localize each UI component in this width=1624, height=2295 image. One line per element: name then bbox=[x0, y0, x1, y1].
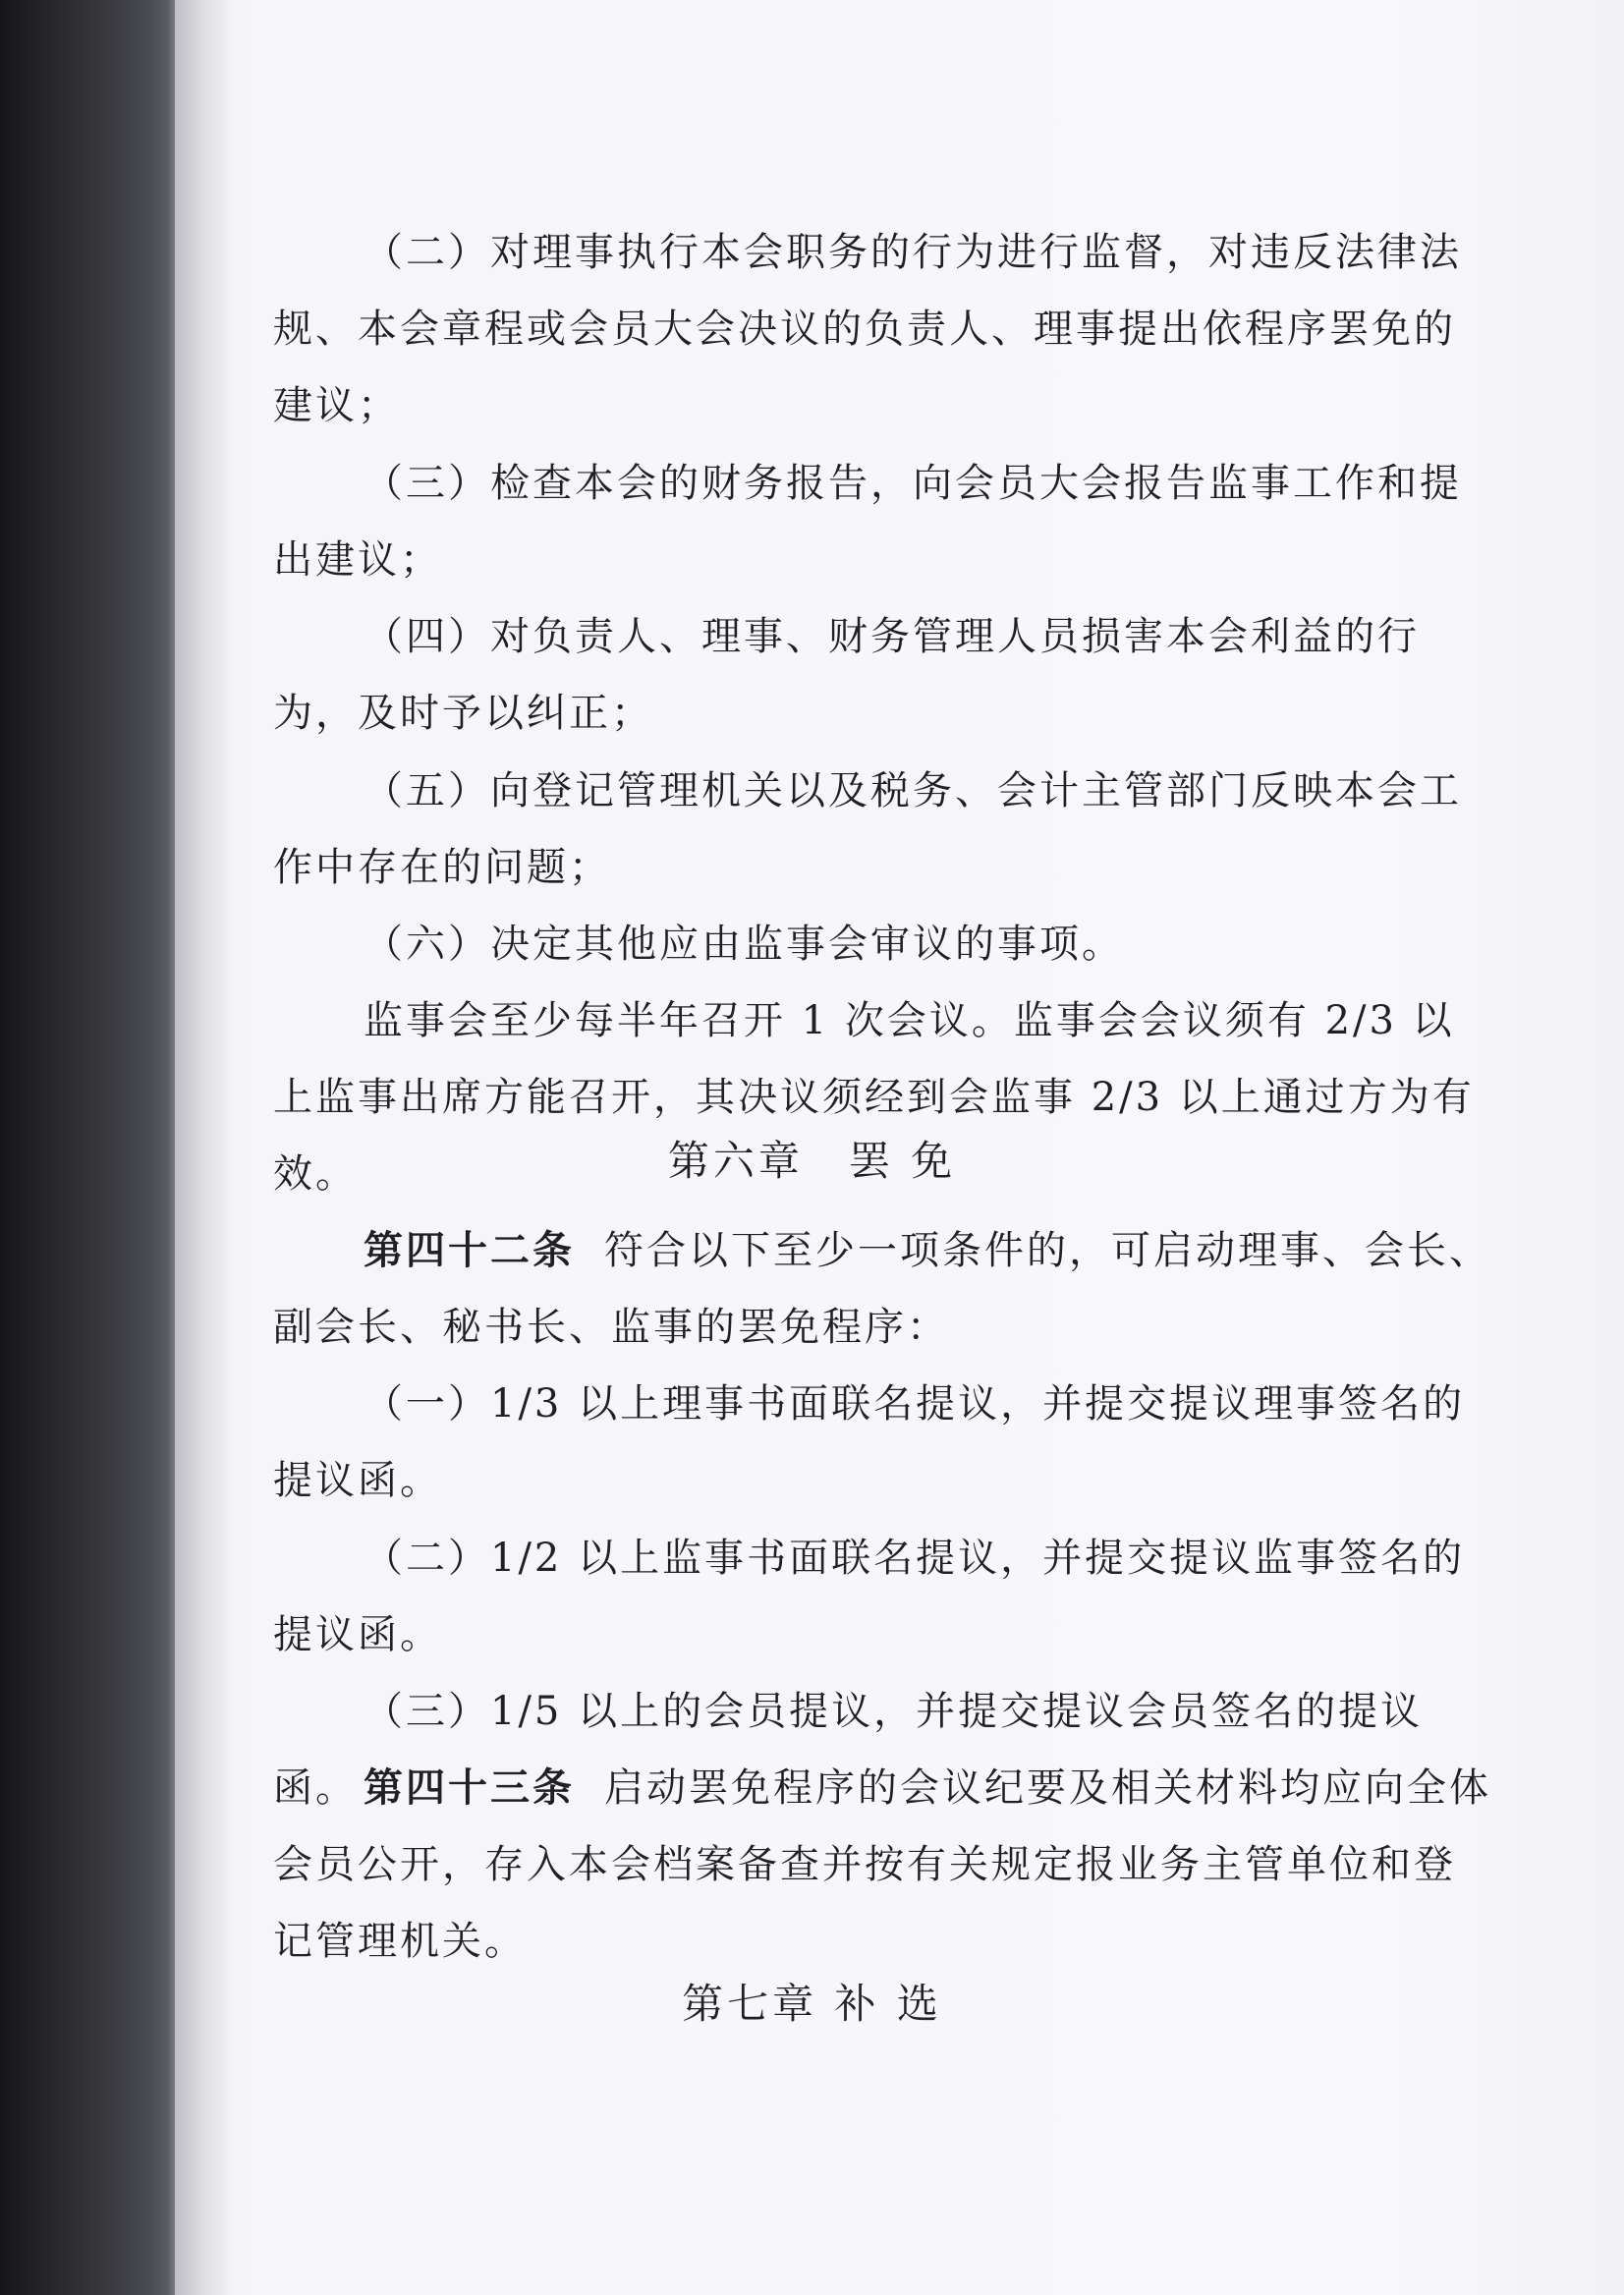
paragraph-item-3: （三）检查本会的财务报告，向会员大会报告监事工作和提出建议； bbox=[273, 461, 1462, 583]
article-42-text: 符合以下至少一项条件的，可启动理事、会长、副会长、秘书长、监事的罢免程序： bbox=[273, 1228, 1491, 1350]
paragraph-item-5: （五）向登记管理机关以及税务、会计主管部门反映本会工作中存在的问题； bbox=[273, 768, 1462, 890]
paragraph-item-6: （六）决定其他应由监事会审议的事项。 bbox=[364, 922, 1124, 967]
article-42-item-2: （二）1/2 以上监事书面联名提议，并提交提议监事签名的提议函。 bbox=[273, 1536, 1466, 1657]
paragraph-item-4: （四）对负责人、理事、财务管理人员损害本会利益的行为，及时予以纠正； bbox=[273, 614, 1420, 736]
article-43-number: 第四十三条 bbox=[364, 1764, 575, 1811]
paragraph-meeting-rules: 监事会至少每半年召开 1 次会议。监事会会议须有 2/3 以上监事出席方能召开，其决议须经到会监事 2/3 以上通过方为有效。 bbox=[273, 998, 1475, 1197]
article-42-number: 第四十二条 bbox=[364, 1227, 575, 1273]
article-42 bbox=[273, 1212, 1491, 1366]
chapter-7-heading: 第七章 补 选 bbox=[682, 1980, 942, 2028]
article-43-text: 启动罢免程序的会议纪要及相关材料均应向全体会员公开，存入本会档案备查并按有关规定报业务主管单位和登记管理机关。 bbox=[273, 1765, 1491, 1964]
paragraph-item-2: （二）对理事执行本会职务的行为进行监督，对违反法律法规、本会章程或会员大会决议的负责人、理事提出依程序罢免的建议； bbox=[273, 230, 1462, 428]
article-43 bbox=[273, 1750, 1491, 1980]
article-42-item-1: （一）1/3 以上理事书面联名提议，并提交提议理事签名的提议函。 bbox=[273, 1381, 1466, 1503]
article-42-item-3: （三）1/5 以上的会员提议，并提交提议会员签名的提议函。 bbox=[273, 1689, 1424, 1811]
chapter-6-heading: 第六章 罢 免 bbox=[667, 1137, 957, 1185]
